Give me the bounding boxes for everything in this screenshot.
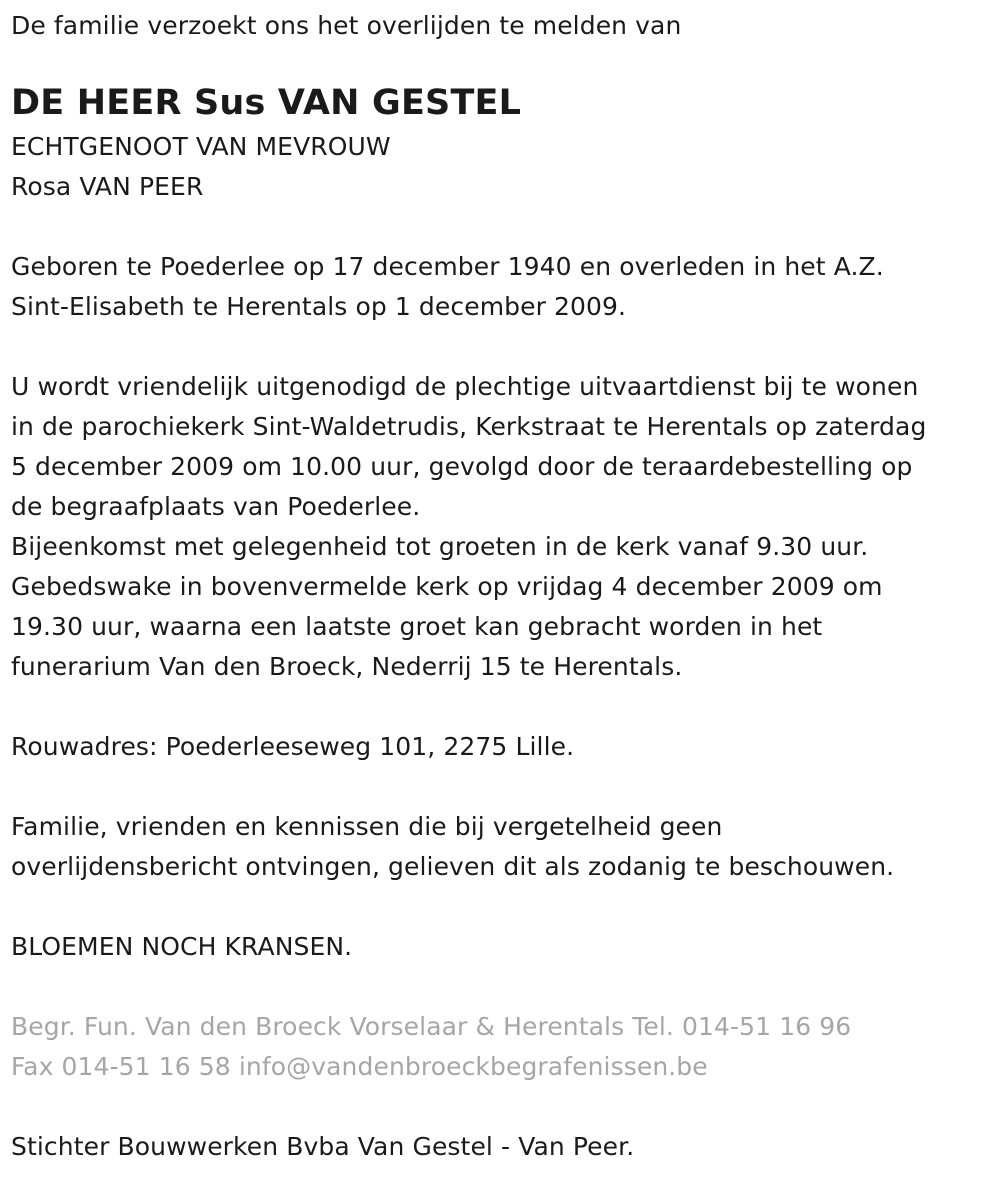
deceased-name: DE HEER Sus VAN GESTEL: [11, 83, 522, 123]
footer-text: Stichter Bouwwerken Bvba Van Gestel - Van Peer.: [11, 1132, 635, 1161]
funeral-home-info: [11, 1007, 1000, 1087]
paragraph-line: overlijdensbericht ontvingen, gelieven dit als zodanig te beschouwen.: [11, 852, 895, 881]
mourning-address: Rouwadres: Poederleeseweg 101, 2275 Lille.: [11, 732, 575, 761]
spacer: [11, 687, 1000, 727]
paragraph-line: Gebedswake in bovenvermelde kerk op vrijdag 4 december 2009 om: [11, 572, 883, 601]
paragraph-line: in de parochiekerk Sint-Waldetrudis, Kerkstraat te Herentals op zaterdag: [11, 412, 927, 441]
spouse-name: Rosa VAN PEER: [11, 172, 204, 201]
birth-death-paragraph: [11, 247, 1000, 327]
paragraph-line: Geboren te Poederlee op 17 december 1940 en overleden in het A.Z.: [11, 252, 884, 281]
service-paragraph: [11, 367, 1000, 687]
spacer: [11, 207, 1000, 247]
paragraph-line: Familie, vrienden en kennissen die bij vergetelheid geen: [11, 812, 723, 841]
paragraph-line: 5 december 2009 om 10.00 uur, gevolgd door de teraardebestelling op: [11, 452, 913, 481]
flowers-notice: BLOEMEN NOCH KRANSEN.: [11, 932, 353, 961]
paragraph-line: de begraafplaats van Poederlee.: [11, 492, 421, 521]
notice-paragraph: [11, 807, 1000, 887]
paragraph-line: 19.30 uur, waarna een laatste groet kan gebracht worden in het: [11, 612, 823, 641]
spacer: [11, 887, 1000, 927]
funeral-home-line: Begr. Fun. Van den Broeck Vorselaar & Herentals Tel. 014-51 16 96: [11, 1012, 852, 1041]
relation-text: ECHTGENOOT VAN MEVROUW: [11, 132, 391, 161]
spacer: [11, 327, 1000, 367]
paragraph-line: Bijeenkomst met gelegenheid tot groeten in de kerk vanaf 9.30 uur.: [11, 532, 869, 561]
paragraph-line: U wordt vriendelijk uitgenodigd de plechtige uitvaartdienst bij te wonen: [11, 372, 919, 401]
spacer: [11, 967, 1000, 1007]
paragraph-line: funerarium Van den Broeck, Nederrij 15 te Herentals.: [11, 652, 683, 681]
obituary-notice: [0, 6, 1000, 1190]
intro-text: De familie verzoekt ons het overlijden te melden van: [11, 11, 682, 40]
spacer: [11, 1087, 1000, 1127]
paragraph-line: Sint-Elisabeth te Herentals op 1 december 2009.: [11, 292, 627, 321]
funeral-home-line: Fax 014-51 16 58 info@vandenbroeckbegrafenissen.be: [11, 1052, 708, 1081]
spacer: [11, 767, 1000, 807]
